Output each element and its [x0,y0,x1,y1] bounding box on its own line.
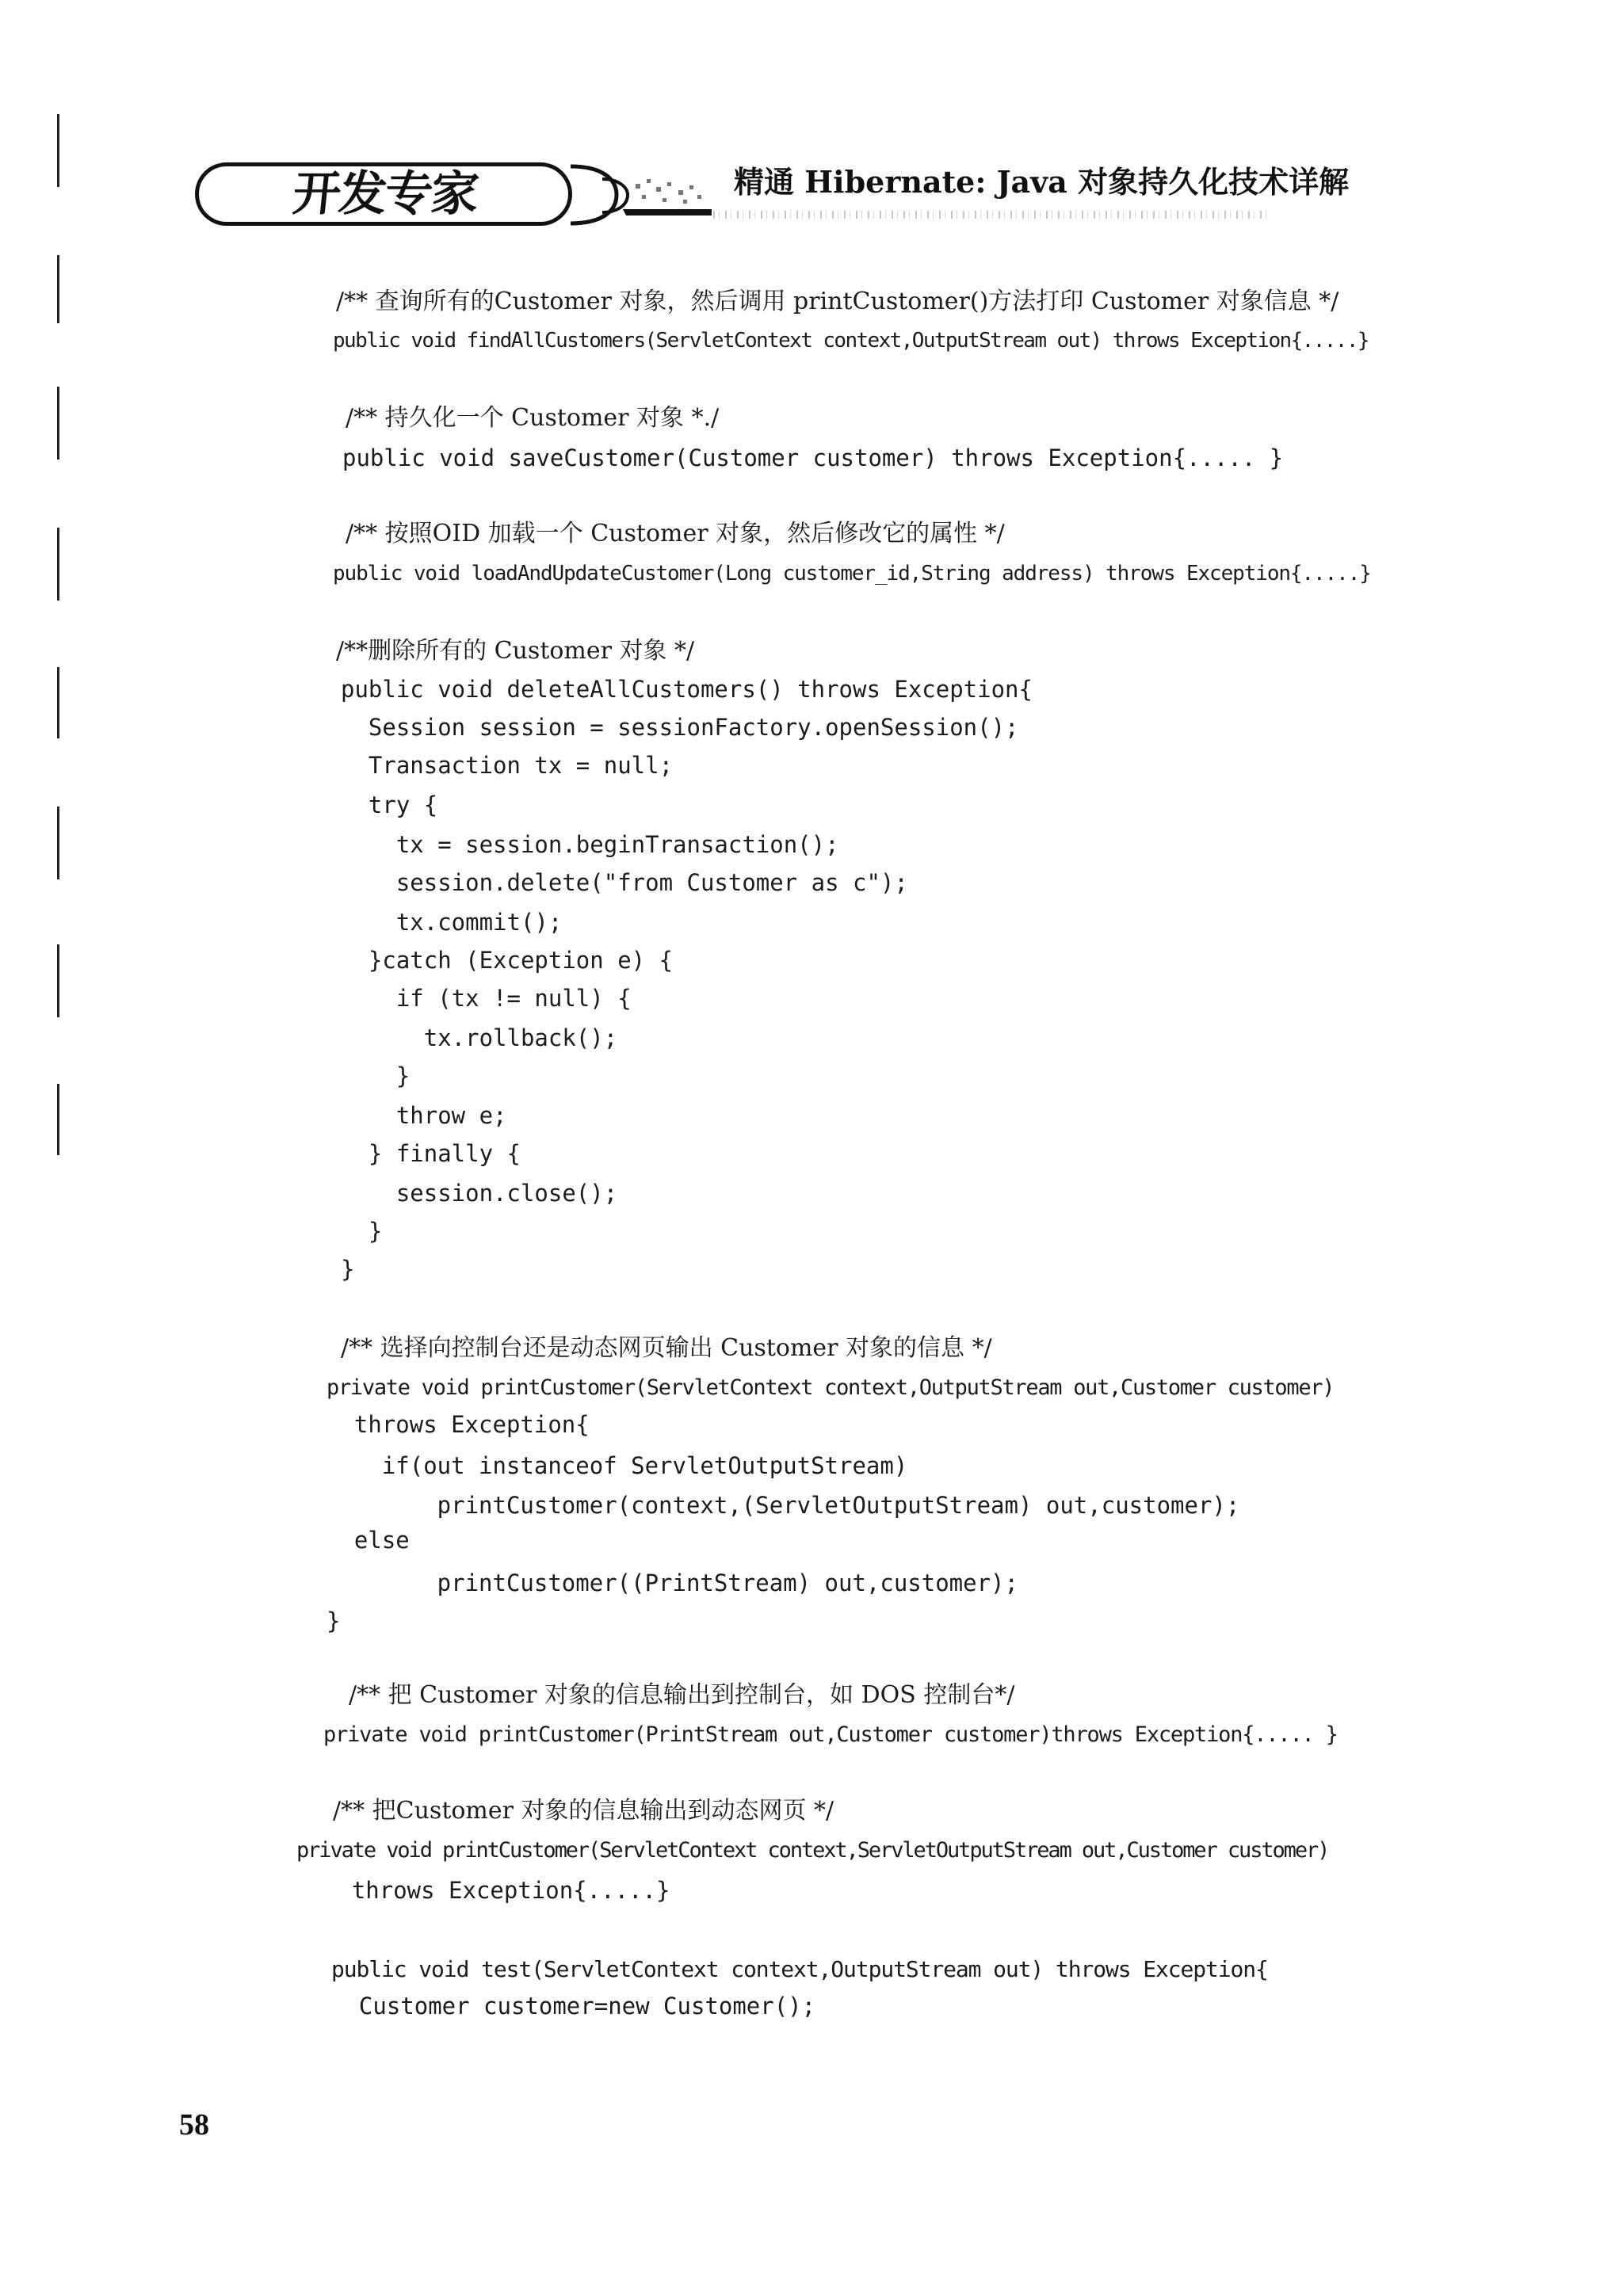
brand-swoosh-icon [571,163,713,227]
margin-mark [57,944,59,1017]
margin-mark [57,114,59,187]
page-number: 58 [179,2108,209,2142]
code-line: public void saveCustomer(Customer customer) throws Exception{..... } [342,444,1284,471]
code-line: private void printCustomer(PrintStream out,Customer customer)throws Exception{..... } [323,1722,1338,1747]
code-line: public void test(ServletContext context,OutputStream out) throws Exception{ [331,1956,1268,1982]
code-line: }catch (Exception e) { [341,947,674,974]
book-title: 精通 Hibernate: Java 对象持久化技术详解 [734,164,1350,200]
margin-mark [57,528,59,601]
brand-label: 开发专家 [290,166,480,222]
code-line: session.delete("from Customer as c"); [341,869,908,896]
code-line: private void printCustomer(ServletContext context,ServletOutputStream out,Customer customer) [296,1838,1329,1863]
code-line: else [327,1527,410,1554]
code-line: } [327,1608,341,1634]
margin-mark [57,255,59,323]
code-line: } [341,1218,383,1245]
margin-mark [57,807,59,879]
code-line: if (tx != null) { [341,985,632,1012]
code-line: tx.rollback(); [341,1024,618,1051]
margin-mark [57,387,59,460]
code-comment: /** 选择向控制台还是动态网页输出 Customer 对象的信息 */ [341,1334,992,1362]
code-line: throws Exception{ [327,1411,590,1438]
code-comment: /** 查询所有的Customer 对象，然后调用 printCustomer()方法打印 Customer 对象信息 */ [336,288,1339,315]
code-comment: /** 把 Customer 对象的信息输出到控制台，如 DOS 控制台*/ [349,1681,1015,1709]
code-line: public void findAllCustomers(ServletContext context,OutputStream out) throws Exception{.....} [333,329,1369,353]
code-line: } finally { [341,1140,521,1167]
code-line: throw e; [341,1102,507,1129]
header-scan-noise [713,211,1268,219]
code-line: } [341,1062,411,1089]
code-line: printCustomer(context,(ServletOutputStream) out,customer); [327,1492,1240,1519]
code-comment: /** 持久化一个 Customer 对象 *./ [346,404,720,432]
code-line: session.close(); [341,1180,618,1207]
code-line: if(out instanceof ServletOutputStream) [327,1452,908,1479]
code-line: public void deleteAllCustomers() throws Exception{ [341,676,1033,703]
code-line: } [341,1256,355,1283]
code-line: Transaction tx = null; [341,752,674,779]
code-line: private void printCustomer(ServletContext context,OutputStream out,Customer customer) [327,1375,1335,1400]
code-line: printCustomer((PrintStream) out,customer); [327,1569,1018,1596]
code-comment: /**删除所有的 Customer 对象 */ [336,637,695,665]
code-comment: /** 把Customer 对象的信息输出到动态网页 */ [333,1797,834,1825]
margin-mark [57,1084,59,1155]
code-line: try { [341,791,438,818]
code-line: tx = session.beginTransaction(); [341,831,839,858]
code-line: throws Exception{.....} [296,1877,670,1904]
margin-mark [57,667,59,738]
code-line: tx.commit(); [341,909,563,936]
code-line: Session session = sessionFactory.openSession(); [341,714,1019,741]
page-header [0,0,1623,238]
code-line: Customer customer=new Customer(); [331,1993,816,2019]
code-comment: /** 按照OID 加载一个 Customer 对象，然后修改它的属性 */ [346,520,1005,547]
code-line: public void loadAndUpdateCustomer(Long customer_id,String address) throws Exception{.....} [333,562,1371,585]
